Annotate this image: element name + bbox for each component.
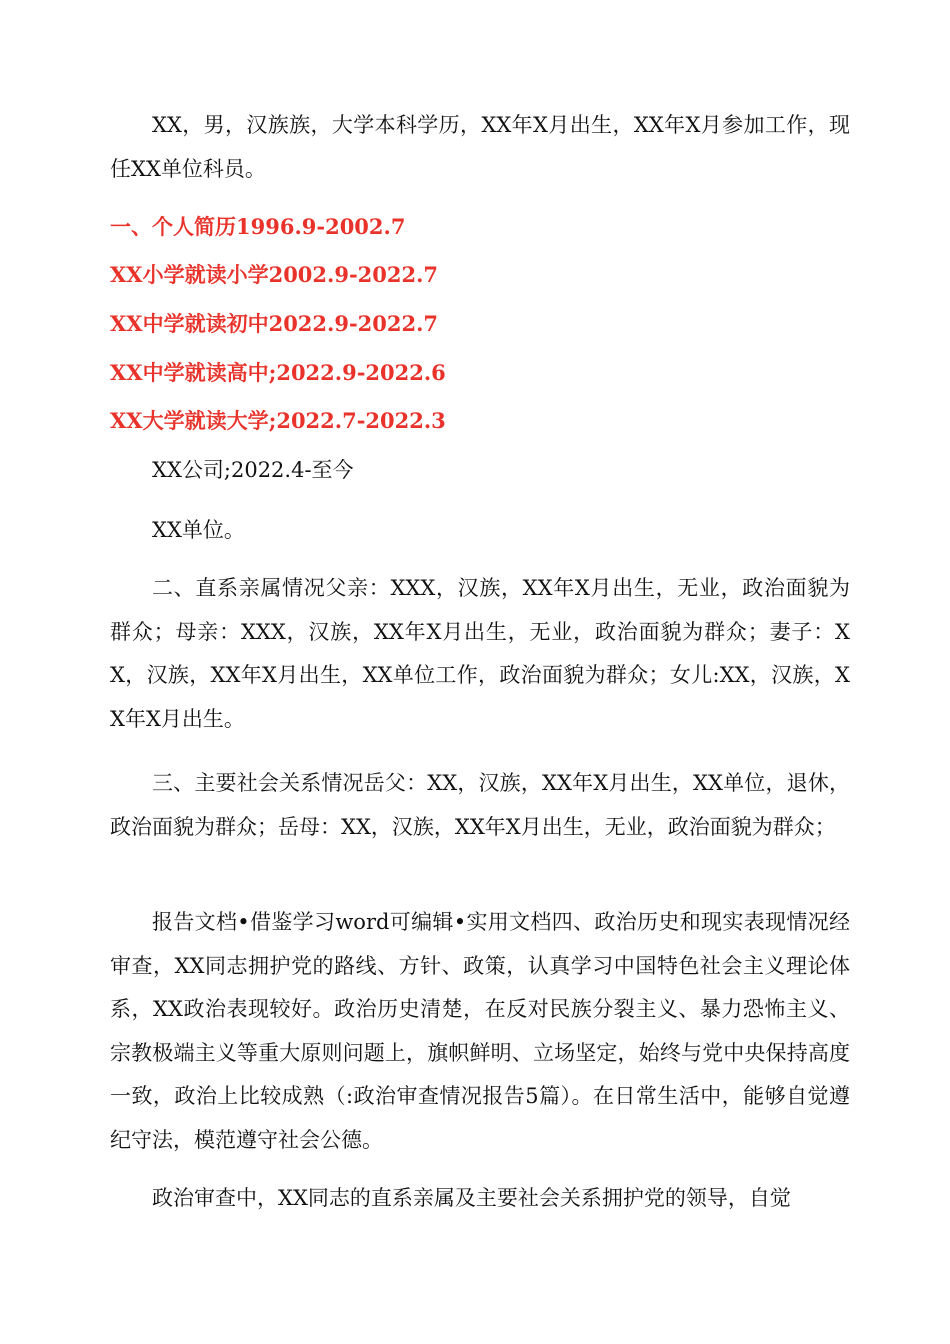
resume-line-4: XX中学就读高中;2022.9-2022.6 [110, 360, 446, 385]
social-paragraph: 三、主要社会关系情况岳父：XX，汉族，XX年X月出生，XX单位，退休，政治面貌为群众；岳母：XX，汉族，XX年X月出生，无业，政治面貌为群众； [110, 771, 850, 839]
unit-line: XX单位。 [152, 518, 245, 542]
political-paragraph: 报告文档•借鉴学习word可编辑•实用文档四、政治历史和现实表现情况经审查，XX同志拥护党的路线、方针、政策，认真学习中国特色社会主义理论体系，XX政治表现较好。政治历史清楚，在反对民族分裂主义、暴力恐怖主义、宗教极端主义等重大原则问题上，旗帜鲜明、立场坚定，始终与党中央保持高度一致，政治上比较成熟（:政治审查情况报告5篇）。在日常生活中，能够自觉遵纪守法，模范遵守社会公德。 [110, 910, 850, 1152]
review-paragraph: 政治审查中，XX同志的直系亲属及主要社会关系拥护党的领导，自觉 [152, 1186, 791, 1210]
resume-line-5: XX大学就读大学;2022.7-2022.3 [110, 408, 446, 433]
resume-line-1: 一、个人简历1996.9-2002.7 [110, 214, 406, 239]
family-paragraph: 二、直系亲属情况父亲：XXX，汉族，XX年X月出生，无业，政治面貌为群众；母亲：XXX，汉族，XX年X月出生，无业，政治面貌为群众；妻子：XX，汉族，XX年X月出生，XX单位工作，政治面貌为群众；女儿:XX，汉族，XX年X月出生。 [110, 576, 850, 731]
intro-paragraph: XX，男，汉族族，大学本科学历，XX年X月出生，XX年X月参加工作，现任XX单位科员。 [110, 113, 850, 181]
company-line: XX公司;2022.4-至今 [152, 458, 354, 482]
resume-line-2: XX小学就读小学2002.9-2022.7 [110, 262, 439, 287]
resume-line-3: XX中学就读初中2022.9-2022.7 [110, 311, 439, 336]
